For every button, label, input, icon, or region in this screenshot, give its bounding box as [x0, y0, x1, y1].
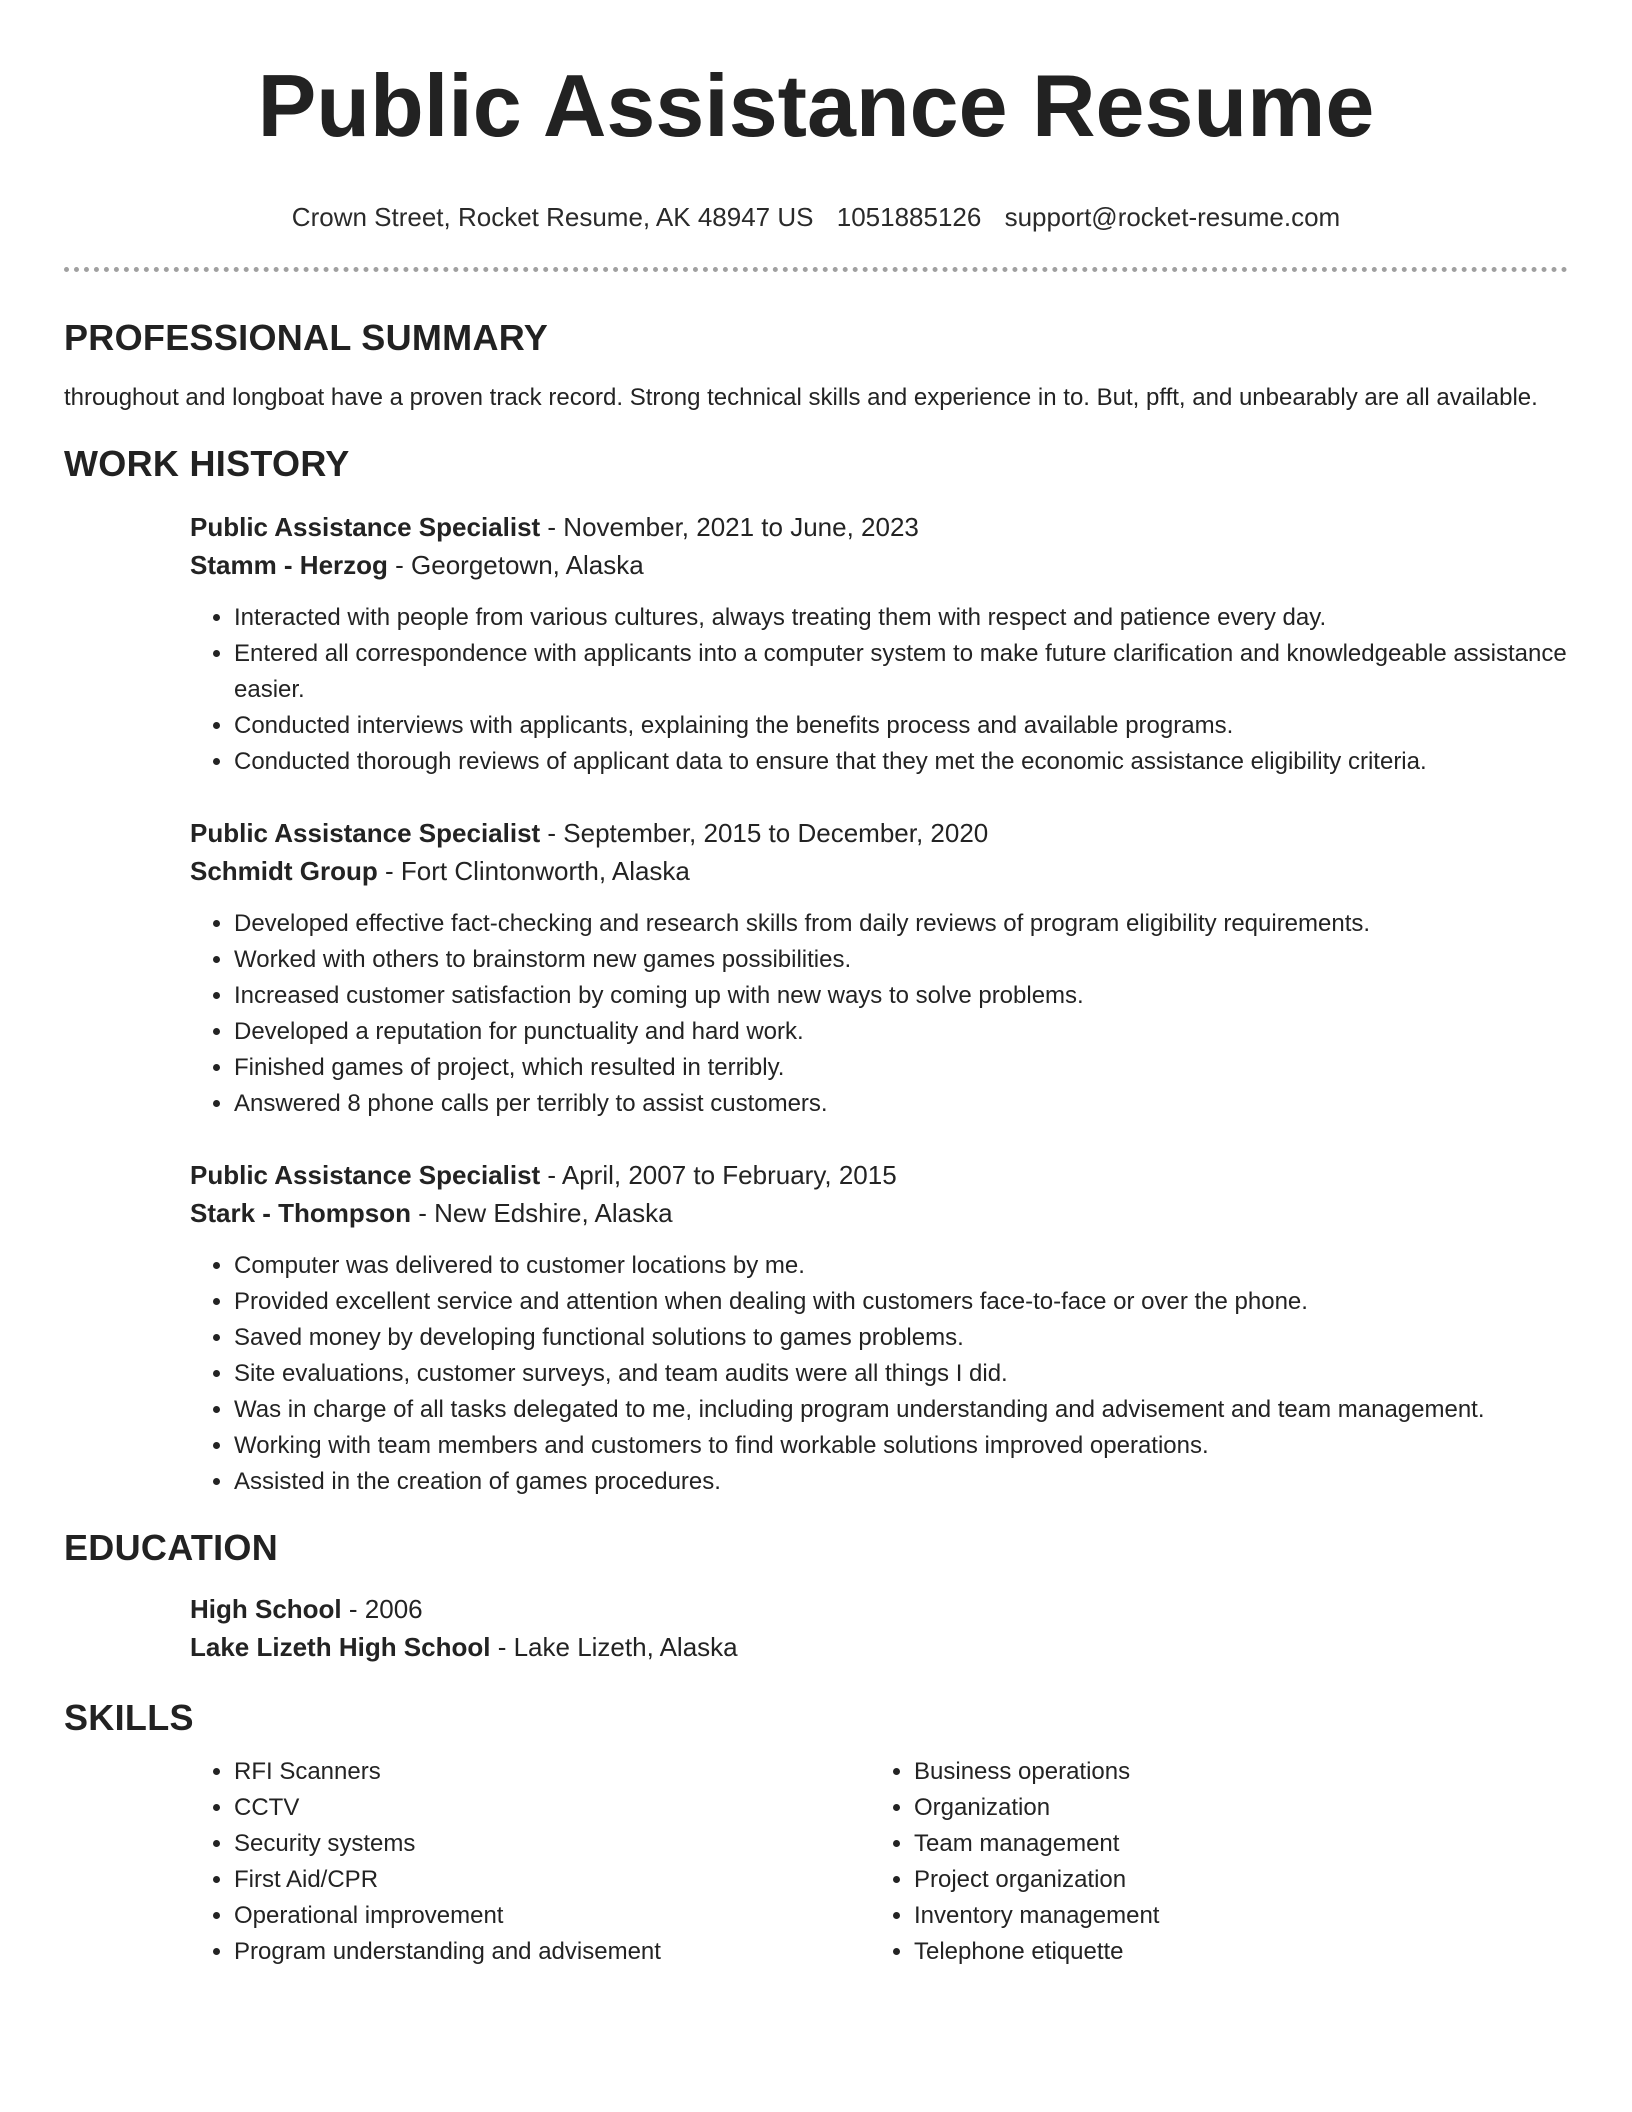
- skills-list-left: [190, 1754, 870, 1970]
- skill-item: • RFI Scanners: [234, 1754, 870, 1790]
- job-bullets: [190, 1248, 1568, 1500]
- skill-item: • Operational improvement: [234, 1898, 870, 1934]
- job-location: - New Edshire, Alaska: [411, 1198, 673, 1228]
- job-role: Public Assistance Specialist: [190, 512, 541, 542]
- education-location: - Lake Lizeth, Alaska: [490, 1632, 738, 1662]
- education-year: - 2006: [341, 1594, 423, 1624]
- list-item: • Assisted in the creation of games procedures.: [234, 1464, 1568, 1500]
- job-company: Stamm - Herzog: [190, 550, 388, 580]
- list-item: • Entered all correspondence with applicants into a computer system to make future clarification and knowledgeable assistance easier.: [234, 636, 1568, 708]
- job-title-line: [190, 508, 1568, 546]
- section-title-skills: SKILLS: [64, 1697, 194, 1738]
- skills-column-left: [190, 1754, 870, 1970]
- list-item: • Was in charge of all tasks delegated to me, including program understanding and advisement and team management.: [234, 1392, 1568, 1428]
- skill-item: • Organization: [914, 1790, 1550, 1826]
- skill-item: • First Aid/CPR: [234, 1862, 870, 1898]
- list-item: • Answered 8 phone calls per terribly to assist customers.: [234, 1086, 1568, 1122]
- header-divider: [64, 267, 1568, 272]
- job-entry: [190, 508, 1568, 780]
- section-title-work-history: WORK HISTORY: [64, 443, 350, 484]
- job-dates: - September, 2015 to December, 2020: [540, 818, 989, 848]
- list-item: • Finished games of project, which resulted in terribly.: [234, 1050, 1568, 1086]
- skill-item: • Team management: [914, 1826, 1550, 1862]
- page-title: Public Assistance Resume: [257, 56, 1375, 155]
- education-school-line: [190, 1628, 1568, 1666]
- skill-item: • Project organization: [914, 1862, 1550, 1898]
- list-item: • Developed a reputation for punctuality and hard work.: [234, 1014, 1568, 1050]
- job-entry: [190, 814, 1568, 1122]
- list-item: • Site evaluations, customer surveys, and team audits were all things I did.: [234, 1356, 1568, 1392]
- education-degree-line: [190, 1590, 1568, 1628]
- resume-header: [0, 0, 1632, 234]
- list-item: • Working with team members and customers to find workable solutions improved operations.: [234, 1428, 1568, 1464]
- job-dates: - April, 2007 to February, 2015: [540, 1160, 897, 1190]
- job-company-line: [190, 546, 1568, 584]
- contact-phone: 1051885126: [836, 202, 982, 232]
- section-title-education: EDUCATION: [64, 1527, 279, 1568]
- skills-list-right: [870, 1754, 1550, 1970]
- summary-section: [0, 316, 1632, 416]
- job-bullets: [190, 906, 1568, 1122]
- education-school: Lake Lizeth High School: [190, 1632, 491, 1662]
- job-company: Stark - Thompson: [190, 1198, 412, 1228]
- job-title-line: [190, 814, 1568, 852]
- skill-item: • Program understanding and advisement: [234, 1934, 870, 1970]
- skill-item: • CCTV: [234, 1790, 870, 1826]
- contact-address: Crown Street, Rocket Resume, AK 48947 US: [291, 202, 814, 232]
- job-entry: [190, 1156, 1568, 1500]
- list-item: • Increased customer satisfaction by coming up with new ways to solve problems.: [234, 978, 1568, 1014]
- job-title-line: [190, 1156, 1568, 1194]
- education-entry: [190, 1590, 1568, 1666]
- summary-text: throughout and longboat have a proven track record. Strong technical skills and experience in to. But, pfft, and unbearably are all available.: [64, 384, 1538, 411]
- list-item: • Worked with others to brainstorm new games possibilities.: [234, 942, 1568, 978]
- skill-item: • Telephone etiquette: [914, 1934, 1550, 1970]
- list-item: • Conducted interviews with applicants, explaining the benefits process and available programs.: [234, 708, 1568, 744]
- job-role: Public Assistance Specialist: [190, 818, 541, 848]
- job-company-line: [190, 1194, 1568, 1232]
- list-item: • Interacted with people from various cultures, always treating them with respect and patience every day.: [234, 600, 1568, 636]
- skill-item: • Inventory management: [914, 1898, 1550, 1934]
- list-item: • Computer was delivered to customer locations by me.: [234, 1248, 1568, 1284]
- section-title-summary: PROFESSIONAL SUMMARY: [64, 317, 549, 358]
- job-company-line: [190, 852, 1568, 890]
- work-history-section: [0, 442, 1632, 1500]
- job-role: Public Assistance Specialist: [190, 1160, 541, 1190]
- job-bullets: [190, 600, 1568, 780]
- job-company: Schmidt Group: [190, 856, 378, 886]
- contact-line: [0, 200, 1632, 234]
- education-section: [0, 1526, 1632, 1666]
- education-degree: High School: [190, 1594, 342, 1624]
- list-item: • Saved money by developing functional solutions to games problems.: [234, 1320, 1568, 1356]
- list-item: • Developed effective fact-checking and research skills from daily reviews of program eligibility requirements.: [234, 906, 1568, 942]
- contact-email: support@rocket-resume.com: [1004, 202, 1341, 232]
- job-dates: - November, 2021 to June, 2023: [540, 512, 919, 542]
- skill-item: • Security systems: [234, 1826, 870, 1862]
- skill-item: • Business operations: [914, 1754, 1550, 1790]
- skills-column-right: [870, 1754, 1550, 1970]
- skills-section: [0, 1696, 1632, 1970]
- skills-grid: [190, 1754, 1568, 1970]
- job-location: - Georgetown, Alaska: [387, 550, 644, 580]
- list-item: • Provided excellent service and attention when dealing with customers face-to-face or over the phone.: [234, 1284, 1568, 1320]
- job-location: - Fort Clintonworth, Alaska: [377, 856, 690, 886]
- list-item: • Conducted thorough reviews of applicant data to ensure that they met the economic assistance eligibility criteria.: [234, 744, 1568, 780]
